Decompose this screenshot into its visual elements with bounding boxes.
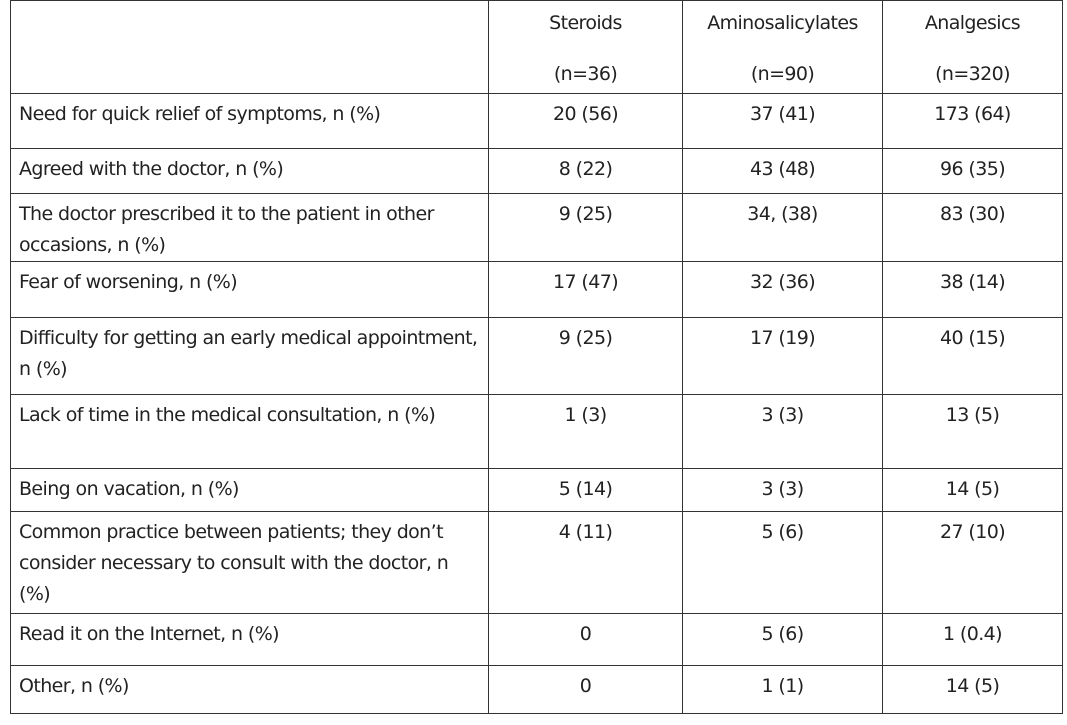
row-label: Agreed with the doctor, n (%) xyxy=(11,149,489,194)
cell-steroids: 20 (56) xyxy=(489,94,683,149)
header-cell-analgesics xyxy=(883,1,1063,94)
row-label: Difficulty for getting an early medical appointment, n (%) xyxy=(11,318,489,395)
row-label: Need for quick relief of symptoms, n (%) xyxy=(11,94,489,149)
row-label: Other, n (%) xyxy=(11,666,489,714)
cell-aminosalicylates: 3 (3) xyxy=(683,469,883,512)
cell-steroids: 9 (25) xyxy=(489,318,683,395)
table-row xyxy=(11,194,1063,262)
row-label: Fear of worsening, n (%) xyxy=(11,262,489,318)
cell-aminosalicylates: 1 (1) xyxy=(683,666,883,714)
cell-aminosalicylates: 34, (38) xyxy=(683,194,883,262)
row-label: Common practice between patients; they don’t consider necessary to consult with the doctor, n (%) xyxy=(11,512,489,614)
header-name: Steroids xyxy=(549,12,622,34)
table-row xyxy=(11,395,1063,469)
cell-analgesics: 1 (0.4) xyxy=(883,614,1063,666)
table-row xyxy=(11,94,1063,149)
row-label: Lack of time in the medical consultation, n (%) xyxy=(11,395,489,469)
table-row xyxy=(11,318,1063,395)
header-name: Analgesics xyxy=(924,12,1021,34)
row-label: The doctor prescribed it to the patient in other occasions, n (%) xyxy=(11,194,489,262)
header-cell-aminosalicylates xyxy=(683,1,883,94)
reasons-table xyxy=(10,0,1063,714)
cell-steroids: 0 xyxy=(489,666,683,714)
cell-steroids: 5 (14) xyxy=(489,469,683,512)
cell-analgesics: 14 (5) xyxy=(883,469,1063,512)
cell-analgesics: 173 (64) xyxy=(883,94,1063,149)
cell-analgesics: 38 (14) xyxy=(883,262,1063,318)
table-row xyxy=(11,512,1063,614)
header-cell-empty xyxy=(11,1,489,94)
cell-analgesics: 13 (5) xyxy=(883,395,1063,469)
header-count: (n=90) xyxy=(750,63,815,85)
header-cell-steroids xyxy=(489,1,683,94)
cell-steroids: 8 (22) xyxy=(489,149,683,194)
cell-steroids: 0 xyxy=(489,614,683,666)
cell-analgesics: 27 (10) xyxy=(883,512,1063,614)
cell-aminosalicylates: 43 (48) xyxy=(683,149,883,194)
row-label: Being on vacation, n (%) xyxy=(11,469,489,512)
cell-analgesics: 40 (15) xyxy=(883,318,1063,395)
cell-analgesics: 96 (35) xyxy=(883,149,1063,194)
cell-analgesics: 83 (30) xyxy=(883,194,1063,262)
cell-aminosalicylates: 17 (19) xyxy=(683,318,883,395)
cell-aminosalicylates: 5 (6) xyxy=(683,512,883,614)
header-row xyxy=(11,1,1063,94)
table-row xyxy=(11,149,1063,194)
header-count: (n=36) xyxy=(553,63,618,85)
cell-analgesics: 14 (5) xyxy=(883,666,1063,714)
table-row xyxy=(11,262,1063,318)
header-count: (n=320) xyxy=(935,63,1010,85)
cell-aminosalicylates: 5 (6) xyxy=(683,614,883,666)
table-row xyxy=(11,614,1063,666)
table-row xyxy=(11,666,1063,714)
row-label: Read it on the Internet, n (%) xyxy=(11,614,489,666)
header-name: Aminosalicylates xyxy=(707,12,858,34)
cell-aminosalicylates: 32 (36) xyxy=(683,262,883,318)
table-row xyxy=(11,469,1063,512)
cell-aminosalicylates: 3 (3) xyxy=(683,395,883,469)
cell-steroids: 1 (3) xyxy=(489,395,683,469)
cell-aminosalicylates: 37 (41) xyxy=(683,94,883,149)
cell-steroids: 4 (11) xyxy=(489,512,683,614)
cell-steroids: 9 (25) xyxy=(489,194,683,262)
cell-steroids: 17 (47) xyxy=(489,262,683,318)
